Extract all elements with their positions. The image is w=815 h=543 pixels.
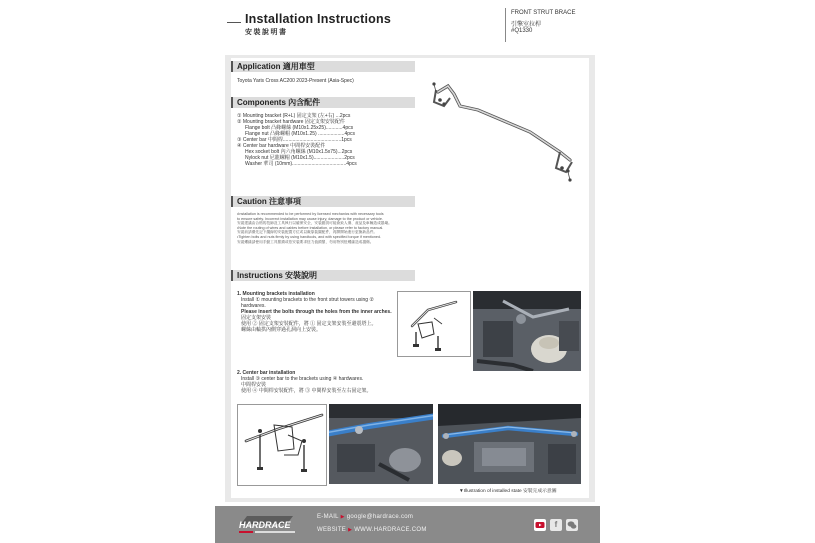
facebook-icon[interactable]: f	[550, 519, 562, 531]
caution-line: •Note the routing of wires and cables before installation, or please refer to factory manual.	[237, 225, 384, 230]
instruction-sheet	[215, 0, 600, 543]
caution-line: to ensure safety. Incorrect installation may cause injury, damage to the product or vehicle.	[237, 216, 384, 221]
step2-line: Install ③ center bar to the brackets using ④ hardwares.	[241, 376, 364, 382]
step1-line: Install ① mounting brackets to the front strut towers using ②	[241, 297, 374, 303]
components-list	[237, 113, 357, 167]
step2-diagram	[237, 404, 327, 486]
step1-line: 固定支架安裝	[241, 315, 272, 321]
email-row	[317, 514, 413, 520]
step1-diagram	[397, 291, 471, 357]
footer	[215, 506, 600, 543]
installed-caption	[459, 489, 557, 495]
step2-title: 2. Center bar installation	[237, 370, 296, 376]
vehicle-text: Toyota Yaris Cross AC200 2023-Present (Asia-Spec)	[237, 78, 354, 84]
strut-brace-drawing	[420, 72, 590, 192]
title-rule	[227, 22, 241, 23]
caution-line: •Installation is recommended to be performed by licensed mechanics with necessary tools	[237, 212, 384, 216]
product-name: FRONT STRUT BRACE	[511, 10, 576, 16]
component-item: Nylock nut 尼龍螺帽 (M10x1.5)......................2pcs	[245, 155, 355, 161]
step1-line: Please insert the bolts through the holes from the inner arches.	[241, 309, 392, 315]
caution-heading: Caution 注意事項	[231, 196, 415, 207]
website-value[interactable]: WWW.HARDRACE.COM	[354, 527, 427, 533]
step1-line: 使用 ② 固定支架安裝配件，將 ① 固定支架安裝至避震塔上。	[241, 321, 377, 327]
header-divider	[505, 8, 506, 42]
page-title-cn: 安裝說明書	[245, 29, 288, 36]
hardrace-logo	[233, 512, 303, 538]
step1-photo	[473, 291, 581, 371]
installed-caption-text: Illustration of installed state 安裝完成示意圖	[463, 489, 557, 494]
step2-line: 中間桿安裝	[241, 382, 267, 388]
part-number: #Q1330	[511, 28, 533, 34]
caution-line: 安裝前請優先記下纜線的安裝配置方位或以廠原裝圖配件，再開開始進行更換新品件。	[237, 230, 378, 235]
caution-line: 安裝螺絲請使用手動工具緊鎖或依安裝要求扭力值鎖緊，勿用特別扭螺絲造成損傷。	[237, 239, 374, 244]
step1-line: 螺絲由輪拱內側穿過孔洞向上安裝。	[241, 327, 322, 333]
step1-text	[237, 291, 392, 333]
component-item: ② Mounting bracket hardware 固定支架安裝配件	[237, 119, 345, 125]
brand-text: HARDRACE	[239, 520, 291, 530]
caution-line: 安裝建議由合格的技師及工具執行以確保安全，安裝錯誤可能會致人傷、產品及車輛造成損壞。	[237, 221, 392, 226]
email-value[interactable]: google@hardrace.com	[346, 514, 414, 520]
email-arrow-icon: ▶	[340, 514, 345, 520]
website-arrow-icon: ▶	[348, 527, 353, 533]
installed-state-photo	[438, 404, 581, 484]
step2-line: 使用 ④ 中間桿安裝配件，將 ③ 中間桿安裝至左右固定架。	[241, 388, 372, 394]
component-item: ④ Center bar hardware 中間桿安裝配件	[237, 143, 326, 149]
caution-line: •Tighten bolts and nuts firmly by using handtools, and with specified torque if mentioned.	[237, 234, 382, 239]
email-label: E-MAIL	[317, 514, 339, 520]
website-label: WEBSITE	[317, 527, 347, 533]
page-title: Installation Instructions	[245, 12, 391, 26]
components-heading: Components 內含配件	[231, 97, 415, 108]
application-heading: Application 適用車型	[231, 61, 415, 72]
step1-title: 1. Mounting brackets installation	[237, 291, 315, 297]
component-item: Flange nut 凸緣螺帽 (M10x1.25) ...................4pcs	[245, 131, 356, 137]
wechat-icon[interactable]	[566, 519, 578, 531]
step1-line: hardwares.	[241, 303, 266, 309]
instructions-heading: Instructions 安裝說明	[231, 270, 415, 281]
caption-marker: ▼	[459, 489, 464, 494]
product-name-cn: 引擎室拉桿	[511, 22, 542, 28]
component-item: ③ Center bar 中間桿..........................................1pcs	[237, 137, 352, 143]
component-item: Washer 華司 (10mm).......................................4pcs	[245, 161, 357, 167]
step2-text	[237, 370, 372, 394]
component-item: Flange bolt 凸緣螺絲 (M10x1.25x25)............4pcs	[245, 125, 354, 131]
component-item: Hex socket bolt 內六角螺絲 (M10x1.5x75)...2pcs	[245, 149, 353, 155]
step2-photo	[329, 404, 433, 484]
caution-list	[237, 212, 392, 244]
youtube-icon[interactable]	[534, 519, 546, 531]
component-item: ① Mounting bracket (R+L) 固定支架 (左+右) ...2pcs	[237, 113, 351, 119]
website-row	[317, 527, 427, 533]
